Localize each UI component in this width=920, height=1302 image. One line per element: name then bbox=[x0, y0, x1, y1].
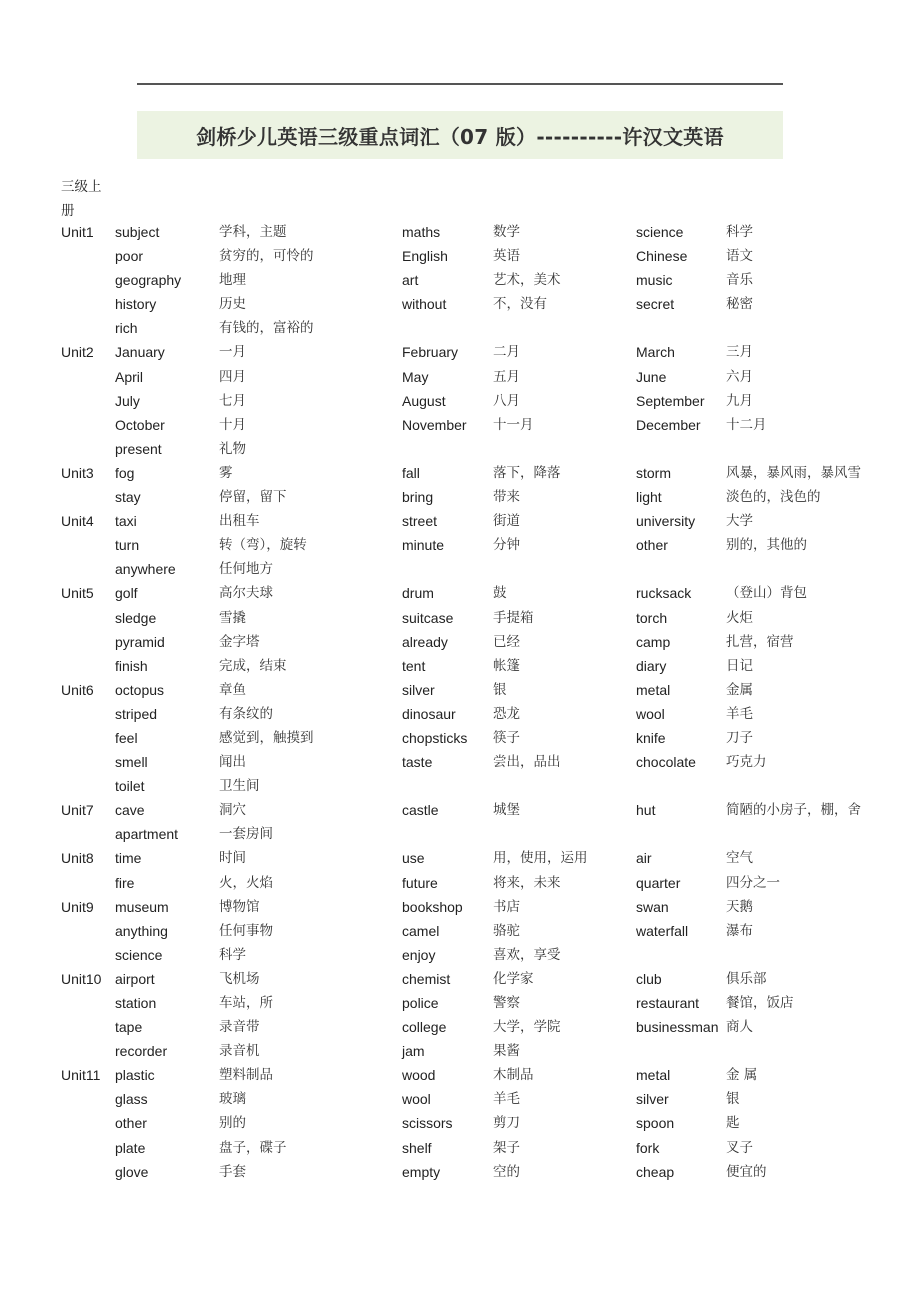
chinese-meaning: 艺术，美术 bbox=[493, 272, 561, 289]
chinese-meaning: 章鱼 bbox=[219, 681, 246, 698]
chinese-meaning: 尝出，品出 bbox=[493, 754, 561, 771]
chinese-meaning: 停留，留下 bbox=[219, 489, 287, 506]
english-word: English bbox=[402, 248, 448, 265]
chinese-meaning: 卫生间 bbox=[219, 778, 260, 795]
english-word: rucksack bbox=[636, 585, 692, 602]
chinese-meaning: 瀑布 bbox=[726, 922, 753, 939]
chinese-meaning: 银 bbox=[726, 1091, 740, 1108]
chinese-meaning: 空的 bbox=[493, 1163, 520, 1180]
chinese-meaning: 落下，降落 bbox=[493, 464, 561, 481]
english-word: other bbox=[636, 537, 668, 554]
english-word: restaurant bbox=[636, 995, 700, 1011]
unit-label: Unit8 bbox=[61, 850, 94, 867]
english-word: diary bbox=[636, 657, 667, 674]
chinese-meaning: 盘子，碟子 bbox=[219, 1139, 287, 1156]
chinese-meaning: 洞穴 bbox=[219, 802, 246, 819]
english-word: turn bbox=[115, 537, 140, 554]
english-word: museum bbox=[115, 898, 169, 915]
unit-label: Unit2 bbox=[61, 344, 94, 361]
chinese-meaning: 五月 bbox=[493, 368, 520, 385]
english-word: stay bbox=[115, 489, 141, 506]
vocab-row bbox=[0, 1039, 920, 1063]
english-word: plate bbox=[115, 1139, 146, 1156]
english-word: pyramid bbox=[115, 633, 165, 650]
english-word: glove bbox=[115, 1163, 149, 1180]
english-word: taste bbox=[402, 754, 433, 771]
chinese-meaning: 金字塔 bbox=[219, 633, 260, 650]
vocab-row bbox=[0, 557, 920, 581]
english-word: fog bbox=[115, 464, 135, 481]
english-word: octopus bbox=[115, 681, 165, 698]
english-word: apartment bbox=[115, 826, 179, 843]
english-word: jam bbox=[402, 1043, 425, 1060]
chinese-meaning: 出租车 bbox=[219, 513, 260, 530]
english-word: anywhere bbox=[115, 561, 176, 578]
chinese-meaning: 喜欢，享受 bbox=[493, 946, 561, 963]
vocab-row bbox=[0, 871, 920, 895]
english-word: cave bbox=[115, 802, 145, 819]
chinese-meaning: 匙 bbox=[726, 1115, 740, 1132]
vocab-row bbox=[0, 1063, 920, 1087]
chinese-meaning: 别的 bbox=[219, 1115, 246, 1132]
chinese-meaning: 礼物 bbox=[219, 440, 246, 457]
chinese-meaning: 语文 bbox=[726, 248, 753, 265]
chinese-meaning: 便宜的 bbox=[726, 1163, 767, 1180]
vocab-row bbox=[0, 798, 920, 822]
english-word: secret bbox=[636, 296, 675, 313]
english-word: light bbox=[636, 489, 662, 506]
vocab-row bbox=[0, 340, 920, 364]
chinese-meaning: 书店 bbox=[493, 898, 520, 915]
chinese-meaning: 贫穷的，可怜的 bbox=[219, 248, 314, 265]
chinese-meaning: 刀子 bbox=[726, 729, 753, 746]
chinese-meaning: 飞机场 bbox=[219, 970, 260, 987]
english-word: taxi bbox=[115, 513, 137, 530]
chinese-meaning: 金属 bbox=[726, 681, 753, 698]
chinese-meaning: 雪撬 bbox=[219, 609, 246, 626]
chinese-meaning: 十月 bbox=[219, 416, 246, 433]
english-word: chopsticks bbox=[402, 729, 468, 746]
vocab-row bbox=[0, 822, 920, 846]
chinese-meaning: 架子 bbox=[493, 1139, 520, 1156]
english-word: drum bbox=[402, 585, 434, 602]
vocab-row bbox=[0, 509, 920, 533]
vocab-row bbox=[0, 485, 920, 509]
section-label-line2: 册 bbox=[61, 203, 75, 219]
chinese-meaning: 十二月 bbox=[726, 416, 767, 433]
vocab-row bbox=[0, 702, 920, 726]
vocab-row bbox=[0, 268, 920, 292]
chinese-meaning: 恐龙 bbox=[493, 705, 520, 722]
chinese-meaning: 骆驼 bbox=[493, 922, 520, 939]
english-word: striped bbox=[115, 705, 158, 722]
chinese-meaning: 三月 bbox=[726, 344, 753, 361]
english-word: camel bbox=[402, 922, 440, 939]
chinese-meaning: 扎营，宿营 bbox=[726, 633, 794, 650]
english-word: December bbox=[636, 416, 701, 433]
english-word: other bbox=[115, 1115, 147, 1132]
english-word: wool bbox=[636, 705, 665, 722]
english-word: empty bbox=[402, 1163, 441, 1180]
english-word: hut bbox=[636, 802, 656, 819]
english-word: geography bbox=[115, 272, 182, 289]
chinese-meaning: 空气 bbox=[726, 850, 753, 867]
english-word: swan bbox=[636, 898, 669, 915]
english-word: metal bbox=[636, 1067, 671, 1084]
chinese-meaning: 手提箱 bbox=[493, 609, 534, 626]
chinese-meaning: 俱乐部 bbox=[726, 970, 767, 987]
english-word: history bbox=[115, 296, 157, 313]
vocab-row bbox=[0, 678, 920, 702]
chinese-meaning: 闻出 bbox=[219, 754, 246, 771]
chinese-meaning: 任何事物 bbox=[219, 922, 273, 939]
vocab-row bbox=[0, 581, 920, 605]
chinese-meaning: 数学 bbox=[493, 224, 520, 240]
english-word: metal bbox=[636, 681, 671, 698]
chinese-meaning: 时间 bbox=[219, 850, 246, 867]
english-word: June bbox=[636, 368, 667, 385]
english-word: use bbox=[402, 850, 425, 867]
vocab-row bbox=[0, 437, 920, 461]
vocab-row bbox=[0, 1015, 920, 1039]
english-word: April bbox=[115, 368, 144, 385]
chinese-meaning: 带来 bbox=[493, 489, 520, 506]
chinese-meaning: 高尔夫球 bbox=[219, 585, 273, 602]
english-word: January bbox=[115, 344, 165, 361]
chinese-meaning: 帐篷 bbox=[493, 657, 520, 674]
page-title: 剑桥少儿英语三级重点词汇（07 版）----------许汉文英语 bbox=[196, 124, 724, 149]
english-word: subject bbox=[115, 224, 160, 240]
vocab-row bbox=[0, 1111, 920, 1135]
english-word: October bbox=[115, 416, 165, 433]
unit-label: Unit6 bbox=[61, 681, 94, 698]
vocab-row bbox=[0, 774, 920, 798]
chinese-meaning: 历史 bbox=[219, 296, 246, 313]
vocab-row bbox=[0, 1136, 920, 1160]
chinese-meaning: 音乐 bbox=[726, 272, 753, 289]
english-word: college bbox=[402, 1019, 447, 1036]
english-word: silver bbox=[636, 1091, 669, 1108]
vocab-row bbox=[0, 919, 920, 943]
chinese-meaning: 科学 bbox=[219, 946, 246, 963]
english-word: science bbox=[115, 946, 163, 963]
english-word: waterfall bbox=[636, 922, 689, 939]
english-word: sledge bbox=[115, 609, 157, 626]
chinese-meaning: 一月 bbox=[219, 344, 246, 361]
english-word: already bbox=[402, 633, 448, 650]
unit-label: Unit11 bbox=[61, 1067, 101, 1084]
vocab-row bbox=[0, 244, 920, 268]
english-word: scissors bbox=[402, 1115, 453, 1132]
english-word: spoon bbox=[636, 1115, 675, 1132]
chinese-meaning: 简陋的小房子，棚，舍 bbox=[726, 802, 861, 819]
chinese-meaning: 用，使用，运用 bbox=[493, 850, 588, 867]
english-word: knife bbox=[636, 729, 666, 746]
english-word: bookshop bbox=[402, 898, 463, 915]
chinese-meaning: 火炬 bbox=[726, 609, 753, 626]
title-banner bbox=[137, 111, 783, 159]
english-word: storm bbox=[636, 464, 671, 481]
english-word: smell bbox=[115, 754, 148, 771]
english-word: fork bbox=[636, 1139, 660, 1156]
chinese-meaning: 学科，主题 bbox=[219, 224, 287, 240]
english-word: May bbox=[402, 368, 429, 385]
chinese-meaning: 羊毛 bbox=[726, 705, 753, 722]
english-word: station bbox=[115, 995, 157, 1011]
vocab-row bbox=[0, 846, 920, 870]
chinese-meaning: 地理 bbox=[219, 272, 246, 289]
vocab-row bbox=[0, 606, 920, 630]
english-word: shelf bbox=[402, 1139, 432, 1156]
english-word: chocolate bbox=[636, 754, 696, 771]
chinese-meaning: 果酱 bbox=[493, 1043, 520, 1060]
chinese-meaning: 不，没有 bbox=[493, 296, 547, 313]
chinese-meaning: 四月 bbox=[219, 368, 246, 385]
english-word: torch bbox=[636, 609, 668, 626]
chinese-meaning: 录音机 bbox=[219, 1043, 260, 1060]
vocab-row bbox=[0, 991, 920, 1015]
chinese-meaning: 车站，所 bbox=[219, 995, 273, 1011]
chinese-meaning: 木制品 bbox=[493, 1067, 534, 1084]
vocab-row bbox=[0, 630, 920, 654]
chinese-meaning: 六月 bbox=[726, 368, 753, 385]
english-word: without bbox=[402, 296, 447, 313]
chinese-meaning: 手套 bbox=[219, 1163, 246, 1180]
chinese-meaning: 七月 bbox=[219, 392, 246, 409]
english-word: July bbox=[115, 392, 140, 409]
vocab-row bbox=[0, 895, 920, 919]
chinese-meaning: 大学，学院 bbox=[493, 1019, 561, 1036]
chinese-meaning: 感觉到，触摸到 bbox=[219, 729, 314, 746]
vocab-row bbox=[0, 292, 920, 316]
vocab-row bbox=[0, 1087, 920, 1111]
chinese-meaning: 天鹅 bbox=[726, 898, 753, 915]
english-word: science bbox=[636, 224, 684, 240]
chinese-meaning: 有条纹的 bbox=[219, 705, 273, 722]
chinese-meaning: 大学 bbox=[726, 513, 753, 530]
chinese-meaning: 有钱的，富裕的 bbox=[219, 320, 314, 337]
english-word: fall bbox=[402, 464, 420, 481]
vocab-row bbox=[0, 316, 920, 340]
english-word: tape bbox=[115, 1019, 143, 1036]
chinese-meaning: 叉子 bbox=[726, 1139, 753, 1156]
vocab-row bbox=[0, 220, 920, 244]
english-word: August bbox=[402, 392, 446, 409]
chinese-meaning: 淡色的，浅色的 bbox=[726, 489, 821, 506]
english-word: police bbox=[402, 995, 439, 1011]
chinese-meaning: 任何地方 bbox=[219, 561, 273, 578]
chinese-meaning: 已经 bbox=[493, 633, 520, 650]
english-word: plastic bbox=[115, 1067, 155, 1084]
english-word: wood bbox=[402, 1067, 436, 1084]
english-word: castle bbox=[402, 802, 439, 819]
chinese-meaning: 火，火焰 bbox=[219, 874, 273, 891]
chinese-meaning: 警察 bbox=[493, 995, 520, 1011]
english-word: glass bbox=[115, 1091, 148, 1108]
chinese-meaning: 玻璃 bbox=[219, 1091, 246, 1108]
chinese-meaning: 九月 bbox=[726, 392, 753, 409]
chinese-meaning: （登山）背包 bbox=[726, 585, 807, 602]
vocab-row bbox=[0, 943, 920, 967]
unit-label: Unit10 bbox=[61, 970, 102, 987]
chinese-meaning: 将来，未来 bbox=[493, 874, 561, 891]
chinese-meaning: 鼓 bbox=[493, 585, 507, 602]
chinese-meaning: 八月 bbox=[493, 392, 520, 409]
english-word: present bbox=[115, 440, 162, 457]
chinese-meaning: 完成，结束 bbox=[219, 657, 287, 674]
english-word: silver bbox=[402, 681, 435, 698]
vocab-row bbox=[0, 726, 920, 750]
english-word: businessman bbox=[636, 1019, 719, 1036]
chinese-meaning: 一套房间 bbox=[219, 826, 273, 843]
vocab-row bbox=[0, 654, 920, 678]
chinese-meaning: 秘密 bbox=[726, 296, 753, 313]
english-word: feel bbox=[115, 729, 138, 746]
english-word: dinosaur bbox=[402, 705, 456, 722]
english-word: March bbox=[636, 344, 675, 361]
english-word: November bbox=[402, 416, 467, 433]
chinese-meaning: 餐馆，饭店 bbox=[726, 995, 794, 1011]
chinese-meaning: 雾 bbox=[219, 464, 233, 481]
chinese-meaning: 剪刀 bbox=[493, 1115, 520, 1132]
english-word: golf bbox=[115, 585, 138, 602]
english-word: music bbox=[636, 272, 673, 289]
unit-label: Unit9 bbox=[61, 898, 94, 915]
english-word: club bbox=[636, 970, 662, 987]
section-label-line1: 三级上 bbox=[61, 179, 102, 195]
english-word: finish bbox=[115, 657, 148, 674]
chinese-meaning: 分钟 bbox=[493, 537, 520, 554]
vocab-row bbox=[0, 1160, 920, 1184]
english-word: airport bbox=[115, 970, 155, 987]
english-word: art bbox=[402, 272, 419, 289]
english-word: university bbox=[636, 513, 696, 530]
chinese-meaning: 录音带 bbox=[219, 1019, 260, 1036]
english-word: Chinese bbox=[636, 248, 688, 265]
chinese-meaning: 化学家 bbox=[493, 970, 534, 987]
chinese-meaning: 日记 bbox=[726, 657, 753, 674]
chinese-meaning: 筷子 bbox=[493, 729, 520, 746]
english-word: maths bbox=[402, 224, 441, 240]
english-word: street bbox=[402, 513, 438, 530]
english-word: rich bbox=[115, 320, 138, 337]
vocab-row bbox=[0, 461, 920, 485]
english-word: suitcase bbox=[402, 609, 454, 626]
english-word: time bbox=[115, 850, 142, 867]
english-word: camp bbox=[636, 633, 671, 650]
chinese-meaning: 十一月 bbox=[493, 416, 534, 433]
english-word: anything bbox=[115, 922, 168, 939]
english-word: quarter bbox=[636, 874, 681, 891]
unit-label: Unit1 bbox=[61, 224, 94, 240]
english-word: recorder bbox=[115, 1043, 168, 1060]
english-word: fire bbox=[115, 874, 135, 891]
chinese-meaning: 转（弯），旋转 bbox=[219, 537, 307, 554]
chinese-meaning: 塑料制品 bbox=[219, 1067, 273, 1084]
english-word: toilet bbox=[115, 778, 145, 795]
chinese-meaning: 科学 bbox=[726, 224, 753, 240]
header-rule bbox=[137, 83, 783, 85]
chinese-meaning: 四分之一 bbox=[726, 874, 780, 891]
chinese-meaning: 博物馆 bbox=[219, 898, 260, 915]
chinese-meaning: 金 属 bbox=[726, 1067, 758, 1084]
english-word: tent bbox=[402, 657, 426, 674]
chinese-meaning: 风暴，暴风雨，暴风雪 bbox=[726, 464, 861, 481]
chinese-meaning: 二月 bbox=[493, 344, 520, 361]
unit-label: Unit7 bbox=[61, 802, 94, 819]
vocab-row bbox=[0, 967, 920, 991]
english-word: bring bbox=[402, 489, 434, 506]
chinese-meaning: 银 bbox=[493, 681, 507, 698]
chinese-meaning: 别的，其他的 bbox=[726, 537, 807, 554]
english-word: chemist bbox=[402, 970, 451, 987]
english-word: air bbox=[636, 850, 652, 867]
english-word: cheap bbox=[636, 1163, 675, 1180]
chinese-meaning: 商人 bbox=[726, 1019, 753, 1036]
chinese-meaning: 街道 bbox=[493, 513, 520, 530]
english-word: February bbox=[402, 344, 459, 361]
unit-label: Unit4 bbox=[61, 513, 94, 530]
english-word: wool bbox=[402, 1091, 431, 1108]
vocab-row bbox=[0, 413, 920, 437]
vocabulary-table bbox=[0, 220, 920, 1184]
chinese-meaning: 巧克力 bbox=[726, 754, 767, 771]
english-word: September bbox=[636, 392, 705, 409]
vocab-row bbox=[0, 750, 920, 774]
vocab-row bbox=[0, 533, 920, 557]
chinese-meaning: 英语 bbox=[493, 248, 520, 265]
vocab-row bbox=[0, 389, 920, 413]
english-word: poor bbox=[115, 248, 144, 265]
chinese-meaning: 羊毛 bbox=[493, 1091, 520, 1108]
vocab-row bbox=[0, 365, 920, 389]
english-word: minute bbox=[402, 537, 445, 554]
english-word: enjoy bbox=[402, 946, 436, 963]
english-word: future bbox=[402, 874, 438, 891]
chinese-meaning: 城堡 bbox=[493, 802, 520, 819]
unit-label: Unit5 bbox=[61, 585, 94, 602]
unit-label: Unit3 bbox=[61, 464, 94, 481]
